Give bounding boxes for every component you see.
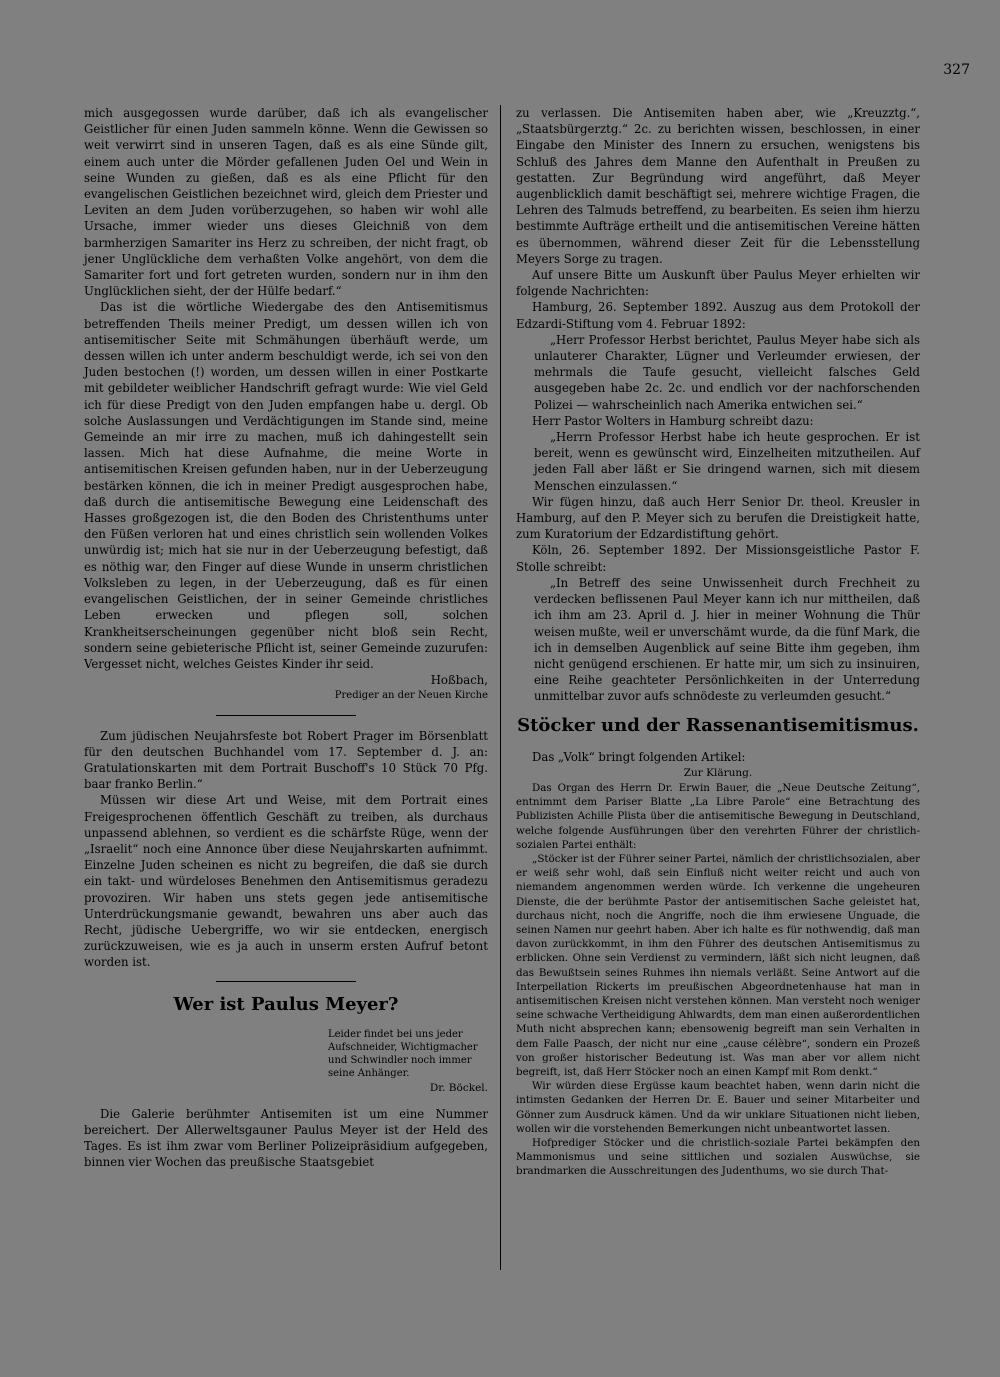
divider — [216, 981, 356, 982]
left-column — [84, 105, 488, 1171]
right-column — [516, 105, 920, 1179]
paragraph: Zum jüdischen Neujahrsfeste bot Robert Prager im Börsenblatt für den deutschen Buchhandel vom 17. September d. J. an: Gratulationskarten mit dem Portrait Buschoff's 10 Stück 70 Pfg. baar franko Berlin.“ — [84, 728, 488, 792]
paragraph: Die Galerie berühmter Antisemiten ist um eine Nummer bereichert. Der Allerweltsgauner Paulus Meyer ist der Held des Tages. Es ist ihm zwar vom Berliner Polizeipräsidium aufgegeben, binnen vier Wochen das preußische Staatsgebiet — [84, 1106, 488, 1170]
signature-title: Prediger an der Neuen Kirche — [334, 690, 488, 702]
paragraph: Das „Volk“ bringt folgenden Artikel: — [532, 749, 746, 764]
paragraph: Müssen wir diese Art und Weise, mit dem Portrait eines Freigesprochenen öffentlich Geschäft zu treiben, als durchaus unpassend ablehnen, so verdient es die schärfste Rüge, wenn der „Israelit“ noch eine Annonce über diese Neujahrskarten aufnimmt. Einzelne Juden scheinen es nicht zu begreifen, die daß sie durch ein takt- und würdeloses Benehmen den Antisemitismus geradezu provoziren. Wir haben uns stets gegen jede antisemitische Unterdrückungsmanie gewandt, bewahren uns aber auch das Recht, jüdische Uebergriffe, wo wir sie entdecken, energisch zurückzuweisen, wie es ja auch in unserm ersten Aufruf betont worden ist. — [84, 793, 488, 970]
divider — [216, 715, 356, 716]
paragraph: mich ausgegossen wurde darüber, daß ich als evangelischer Geistlicher für einen Juden sammeln könne. Wenn die Gewissen so weit verwirrt sind in unseren Tagen, daß es als eine Sünde gilt, einem auch unter die Mörder gefallenen Juden Oel und Wein in seine Wunden zu gießen, daß es als eine Pflicht für den evangelischen Geistlichen bezeichnet wird, gleich dem Priester und Leviten an dem Juden vorüberzugehen, so haben wir wohl alle Ursache, immer wieder uns dieses Gleichniß von dem barmherzigen Samariter ins Herz zu schreiben, der nicht fragt, ob jener Unglückliche dem verhaßten Volke angehört, von dem die Samariter fort und fort getreten wurden, sondern nur in ihm den Unglücklichen sieht, der der Hülfe bedarf.“ — [84, 106, 488, 299]
quote: „Herrn Professor Herbst habe ich heute gesprochen. Er ist bereit, wenn es gewünscht wird, Einzelheiten mitzutheilen. Auf jeden Fall aber läßt er Sie dringend warnen, sich mit diesem Menschen einzulassen.“ — [534, 430, 920, 493]
paragraph-small: Das Organ des Herrn Dr. Erwin Bauer, die „Neue Deutsche Zeitung“, entnimmt dem Pariser Blatte „La Libre Parole“ eine Betrachtung des Publizisten Achille Plista über die antisemitische Bewegung in Deutschland, welche folgende Ausführungen über den verehrten Führer der christlich-sozialen Partei enthält: — [516, 781, 920, 851]
quote: „In Betreff des seine Unwissenheit durch Frechheit zu verdecken beflissenen Paul Meyer kann ich nur mittheilen, daß ich ihm am 23. April d. J. hier in meiner Wohnung die Thür weisen mußte, weil er unverschämt wurde, da die fünf Mark, die ich in demselben Augenblick auf seine Bitte ihm gegeben, ihm nicht genügend erschienen. Er hatte mir, um sich zu insinuiren, eine Reihe geachteter Persönlichkeiten in der Unterredung unmittelbar zuvor aufs schnödeste zu verleumden gesucht.“ — [534, 575, 920, 704]
paragraph: zu verlassen. Die Antisemiten haben aber, wie „Kreuzztg.“, „Staatsbürgerztg.“ 2c. zu berichten wissen, beschlossen, in einer Eingabe den Minister des Innern zu ersuchen, wenigstens bis Schluß des Jahres dem Manne den Aufenthalt in Preußen zu gestatten. Zur Begründung wird angeführt, daß Meyer augenblicklich damit beschäftigt sei, mehrere wichtige Fragen, die Lehren des Talmuds betreffend, zu bearbeiten. Es seien ihm hierzu bestimmte Aufträge ertheilt und die antisemitischen Vereine hätten es übernommen, während dieser Zeit für die Lebensstellung Meyers Sorge zu tragen. — [516, 106, 920, 266]
section-heading: Stöcker und der Rassenantisemitismus. — [517, 714, 919, 736]
paragraph: Das ist die wörtliche Wiedergabe des den Antisemitismus betreffenden Theils meiner Predigt, um dessen willen ich von antisemitischer Seite mit Schmähungen überhäuft werde, um dessen willen ich unter anderm beschuldigt werde, ich sei von den Juden bestochen (!) worden, um dessen willen in einer Postkarte mit gebildeter weiblicher Handschrift gefragt wurde: Wie viel Geld ich für diese Predigt von den Juden empfangen habe u. dergl. Ob solche Auslassungen und Verdächtigungen im Stande sind, meine Gemeinde an mir irre zu machen, muß ich dahingestellt sein lassen. Mich hat diese Aufnahme, die meine Worte in antisemitischen Kreisen gefunden haben, nur in der Ueberzeugung bestärken können, die ich in meiner Predigt ausgesprochen habe, daß durch die antisemitische Bewegung eine Leidenschaft des Hasses großgezogen ist, die den Boden des Christenthums unter den Füßen verloren hat und eines christlich sein wollenden Volkes unwürdig ist; mich hat sie nur in der Ueberzeugung befestigt, daß es nöthig war, den Finger auf diese Wunde in unserm christlichen Volksleben zu legen, in der Ueberzeugung, daß es für einen evangelischen Geistlichen, der in seiner Gemeinde christliches Leben erwecken und pflegen soll, solchen Krankheitserscheinungen gegenüber nicht bloß sein Recht, sondern seine gebieterische Pflicht ist, seiner Gemeinde zuzurufen: Vergesset nicht, welches Geistes Kinder ihr seid. — [84, 300, 488, 671]
paragraph: Wir fügen hinzu, daß auch Herr Senior Dr. theol. Kreusler in Hamburg, auf den P. Meyer sich zu berufen die Dreistigkeit hatte, zum Kuratorium der Edzardistiftung gehört. — [516, 494, 920, 542]
paragraph-small: Hofprediger Stöcker und die christlich-soziale Partei bekämpfen den Mammonismus und seine sittlichen und sozialen Auswüchse, sie brandmarken die Ausschreitungen des Judenthums, wo sie durch That- — [516, 1137, 920, 1178]
motto-author: Dr. Böckel. — [429, 1081, 488, 1094]
paragraph: Auf unsere Bitte um Auskunft über Paulus Meyer erhielten wir folgende Nachrichten: — [516, 268, 920, 299]
page-number: 327 — [943, 62, 970, 78]
motto: Leider findet bei uns jeder Aufschneider, Wichtigmacher und Schwindler noch immer seine Anhänger. — [328, 1028, 478, 1079]
paragraph: Herr Pastor Wolters in Hamburg schreibt dazu: — [532, 413, 814, 428]
subheading: Zur Klärung. — [683, 766, 753, 779]
column-divider — [500, 105, 501, 1270]
paragraph-small: „Stöcker ist der Führer seiner Partei, nämlich der christlichsozialen, aber er weiß sehr wohl, daß sein Einfluß nicht weiter reicht und auch von niemandem angenommen werden würde. Ich verkenne die ungeheuren Dienste, die der berühmte Pastor der antisemitischen Sache geleistet hat, durchaus nicht, noch die Angriffe, noch die ihm erwiesene Unguade, die seinen Namen nur geehrt haben. Aber ich halte es für nothwendig, daß man davon zurückkommt, in ihm den Führer des deutschen Antisemitismus zu erblicken. Ohne sein Verdienst zu vermindern, läßt sich nicht leugnen, daß das Bewußtsein seines Ruhmes ihn niemals verläßt. Seine Antwort auf die Interpellation Rickerts im preußischen Abgeordnetenhause hat man in antisemitischen Kreisen nicht verstehen können. Man versteht noch weniger seine schwache Vertheidigung Ahlwardts, dem man einen außerordentlichen Muth nicht absprechen kann; ebensowenig begreift man sein Verhalten in dem Falle Paasch, der nicht nur eine „cause célèbre“, sondern ein Prozeß von großer historischer Bedeutung ist. Was man aber vor allem nicht begreift, ist, daß Herr Stöcker noch an einen Kampf mit Rom denkt.“ — [516, 852, 920, 1078]
section-heading: Wer ist Paulus Meyer? — [173, 993, 399, 1015]
quote: „Herr Professor Herbst berichtet, Paulus Meyer habe sich als unlauterer Charakter, Lügner und Verleumder erwiesen, der mehrmals die Taufe gesucht, vielleicht falsches Geld ausgegeben habe 2c. 2c. und endlich vor der nachforschenden Polizei — wahrscheinlich nach Amerika entwichen sei.“ — [534, 332, 920, 412]
paragraph-small: Wir würden diese Ergüsse kaum beachtet haben, wenn darin nicht die intimsten Gedanken der Herren Dr. E. Bauer und seiner Mitarbeiter und Gönner zum Ausdruck kämen. Und da wir unklare Situationen nicht lieben, wollen wir die vorstehenden Bemerkungen nicht unbeantwortet lassen. — [516, 1080, 920, 1135]
paragraph: Hamburg, 26. September 1892. Auszug aus dem Protokoll der Edzardi-Stiftung vom 4. Februar 1892: — [516, 300, 920, 331]
paragraph: Köln, 26. September 1892. Der Missionsgeistliche Pastor F. Stolle schreibt: — [516, 543, 920, 574]
signature-name: Hoßbach, — [430, 673, 488, 688]
